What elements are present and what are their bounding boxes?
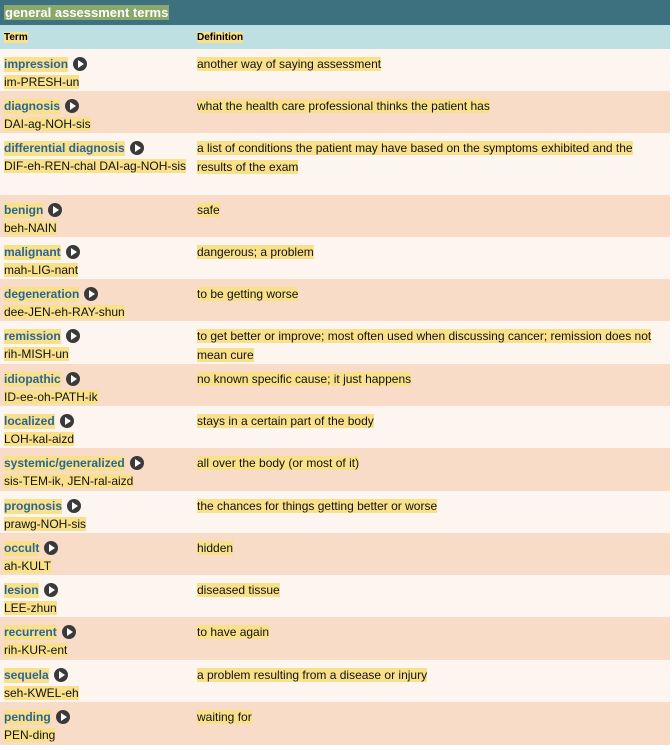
definition-cell: another way of saying assessment <box>197 57 382 71</box>
table-row <box>0 321 670 364</box>
play-audio-icon[interactable] <box>65 99 79 113</box>
table-caption <box>0 0 670 25</box>
definition-cell: to get better or improve; most often used when discussing cancer; remission does not mean cure <box>197 329 652 362</box>
play-audio-icon[interactable] <box>130 141 144 155</box>
definition-cell: hidden <box>197 541 234 555</box>
definition-cell: stays in a certain part of the body <box>197 414 374 428</box>
pronunciation: PEN-ding <box>4 728 56 742</box>
term-link[interactable]: idiopathic <box>4 371 61 386</box>
term-cell <box>0 412 197 444</box>
definition-cell: diseased tissue <box>197 583 280 597</box>
term-link[interactable]: degeneration <box>4 286 80 301</box>
play-audio-icon[interactable] <box>60 414 74 428</box>
term-cell <box>0 55 197 87</box>
term-link[interactable]: sequela <box>4 667 49 682</box>
term-cell <box>0 497 197 529</box>
term-link[interactable]: diagnosis <box>4 98 61 113</box>
definition-cell: to have again <box>197 625 270 639</box>
header-term: Term <box>4 31 28 43</box>
term-cell <box>0 327 197 360</box>
term-link[interactable]: differential diagnosis <box>4 140 125 155</box>
play-audio-icon[interactable] <box>66 372 80 386</box>
term-cell <box>0 139 197 191</box>
table-row <box>0 133 670 195</box>
term-cell <box>0 370 197 402</box>
definition-cell: to be getting worse <box>197 287 299 301</box>
term-link[interactable]: remission <box>4 328 61 343</box>
header-definition: Definition <box>197 31 244 43</box>
definition-cell: the chances for things getting better or worse <box>197 499 438 513</box>
play-audio-icon[interactable] <box>48 203 62 217</box>
play-audio-icon[interactable] <box>67 499 81 513</box>
play-audio-icon[interactable] <box>62 625 76 639</box>
pronunciation: LOH-kal-aizd <box>4 432 75 446</box>
term-cell <box>0 708 197 741</box>
term-link[interactable]: prognosis <box>4 498 63 513</box>
definition-cell: a problem resulting from a disease or injury <box>197 668 428 682</box>
table-row <box>0 406 670 448</box>
table-row <box>0 617 670 660</box>
table-header-row <box>0 25 670 49</box>
pronunciation: ID-ee-oh-PATH-ik <box>4 390 98 404</box>
pronunciation: beh-NAIN <box>4 221 57 235</box>
definition-cell: waiting for <box>197 710 252 724</box>
term-link[interactable]: impression <box>4 56 69 71</box>
term-link[interactable]: pending <box>4 709 51 724</box>
term-link[interactable]: systemic/generalized <box>4 455 125 470</box>
table-row <box>0 279 670 321</box>
table-row <box>0 364 670 406</box>
table-row <box>0 195 670 237</box>
pronunciation: LEE-zhun <box>4 601 57 615</box>
pronunciation: dee-JEN-eh-RAY-shun <box>4 305 125 319</box>
pronunciation: rih-MISH-un <box>4 347 69 361</box>
pronunciation: im-PRESH-un <box>4 75 80 89</box>
table-row <box>0 702 670 745</box>
play-audio-icon[interactable] <box>44 583 58 597</box>
play-audio-icon[interactable] <box>66 245 80 259</box>
play-audio-icon[interactable] <box>44 541 58 555</box>
definition-cell: dangerous; a problem <box>197 245 314 259</box>
term-link[interactable]: localized <box>4 413 55 428</box>
pronunciation: rih-KUR-ent <box>4 643 68 657</box>
pronunciation: seh-KWEL-eh <box>4 686 79 700</box>
pronunciation: mah-LIG-nant <box>4 263 79 277</box>
table-row <box>0 237 670 279</box>
term-link[interactable]: malignant <box>4 244 61 259</box>
term-cell <box>0 201 197 233</box>
term-cell <box>0 539 197 571</box>
table-caption-text: general assessment terms <box>5 5 169 20</box>
term-cell <box>0 243 197 275</box>
definition-cell: a list of conditions the patient may have based on the symptoms exhibited and the results of the exam <box>197 141 633 174</box>
term-cell <box>0 581 197 613</box>
table-row <box>0 660 670 702</box>
term-cell <box>0 454 197 487</box>
play-audio-icon[interactable] <box>66 329 80 343</box>
term-cell <box>0 285 197 317</box>
play-audio-icon[interactable] <box>84 287 98 301</box>
play-audio-icon[interactable] <box>54 668 68 682</box>
pronunciation: DIF-eh-REN-chal DAI-ag-NOH-sis <box>4 159 187 173</box>
definition-cell: what the health care professional thinks the patient has <box>197 99 490 113</box>
definition-cell: all over the body (or most of it) <box>197 456 360 470</box>
definition-cell: no known specific cause; it just happens <box>197 372 412 386</box>
term-cell <box>0 623 197 656</box>
table-row <box>0 491 670 533</box>
table-row <box>0 91 670 133</box>
term-link[interactable]: occult <box>4 540 40 555</box>
definition-cell: safe <box>197 203 220 217</box>
table-row <box>0 575 670 617</box>
pronunciation: sis-TEM-ik, JEN-ral-aizd <box>4 474 134 488</box>
pronunciation: prawg-NOH-sis <box>4 517 87 531</box>
term-link[interactable]: lesion <box>4 582 39 597</box>
term-link[interactable]: benign <box>4 202 44 217</box>
table-row <box>0 533 670 575</box>
play-audio-icon[interactable] <box>56 710 70 724</box>
table-row <box>0 448 670 491</box>
term-cell <box>0 666 197 698</box>
play-audio-icon[interactable] <box>73 57 87 71</box>
table-row <box>0 49 670 91</box>
pronunciation: ah-KULT <box>4 559 52 573</box>
term-cell <box>0 97 197 129</box>
term-link[interactable]: recurrent <box>4 624 57 639</box>
pronunciation: DAI-ag-NOH-sis <box>4 117 91 131</box>
table-body <box>0 49 670 745</box>
play-audio-icon[interactable] <box>130 456 144 470</box>
